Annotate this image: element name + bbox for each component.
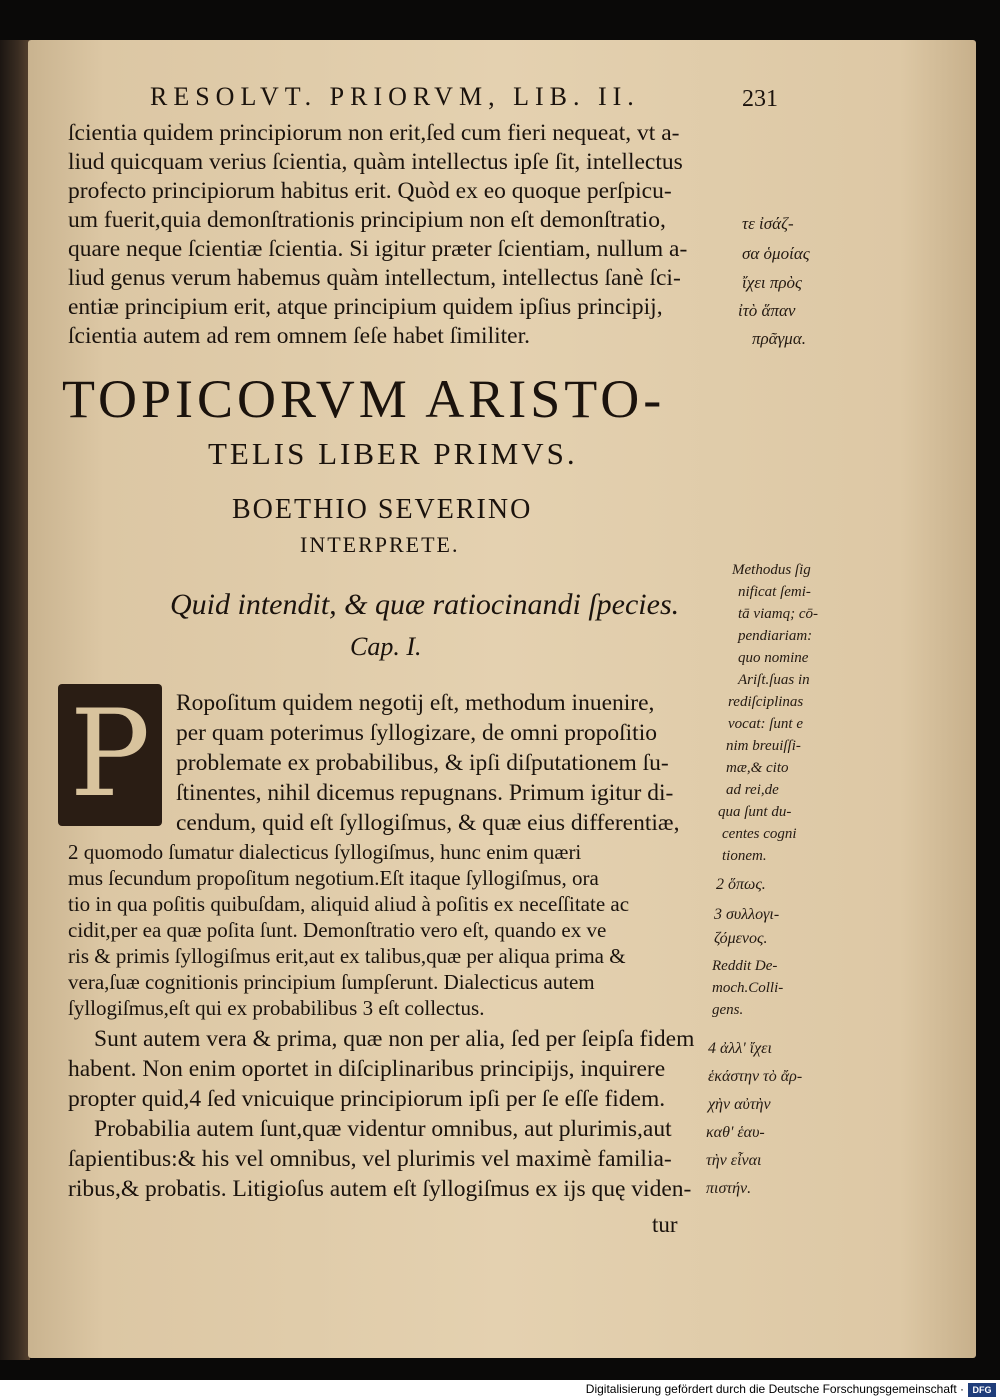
dfg-logo: DFG (968, 1383, 996, 1397)
text-line: entiæ principium erit, atque principium quidem ipſius principij, (68, 294, 663, 320)
margin-note: moch.Colli- (712, 980, 784, 996)
footer-bar (0, 1380, 1000, 1400)
margin-note: nificat ſemi- (738, 584, 811, 600)
margin-note: quo nomine (738, 650, 809, 666)
margin-note: ad rei,de (726, 782, 779, 798)
text-line: ſcientia quidem principiorum non erit,ſed cum fieri nequeat, vt a- (68, 120, 680, 146)
text-line: um fuerit,quia demonſtrationis principium non eſt demonſtratio, (68, 207, 666, 233)
book-spine (0, 40, 30, 1360)
text-line: 2 quomodo ſumatur dialecticus ſyllogiſmus, hunc enim quæri (68, 840, 582, 864)
margin-note: σα ὁμοίας (742, 244, 810, 263)
catchword: tur (652, 1212, 678, 1237)
margin-note: nim breuiſſi- (726, 738, 801, 754)
margin-note: Methodus ſig (732, 562, 811, 578)
text-line: quare neque ſcientiæ ſcientia. Si igitur præter ſcientiam, nullum a- (68, 236, 688, 262)
text-line: ſyllogiſmus,eſt qui ex probabilibus 3 eſt collectus. (68, 996, 485, 1020)
margin-note: τὴν εἶναι (706, 1152, 762, 1169)
text-line: ſtinentes, nihil dicemus repugnans. Primum igitur di- (176, 780, 674, 806)
margin-note: tionem. (722, 848, 767, 864)
margin-note: Ariſt.ſuas in (738, 672, 810, 688)
margin-note: qua ſunt du- (718, 804, 792, 820)
margin-note: tā viamq; cō- (738, 606, 818, 622)
chapter-number: Cap. I. (350, 632, 422, 661)
translator-line: BOETHIO SEVERINO (232, 494, 533, 525)
margin-note: 4 ἀλλ' ἴχει (708, 1040, 772, 1057)
text-line: cidit,per ea quæ poſita ſunt. Demonſtratio vero eſt, quando ex ve (68, 918, 607, 942)
text-line: ribus,& probatis. Litigioſus autem eſt ſyllogiſmus ex ijs quę viden- (68, 1176, 692, 1202)
text-line: problemate ex probabilibus, & ipſi diſputationem ſu- (176, 750, 669, 776)
text-line: vera,ſuæ cognitionis principium ſumpſerunt. Dialecticus autem (68, 970, 595, 994)
text-line: mus ſecundum propoſitum negotium.Eſt itaque ſyllogiſmus, ora (68, 866, 599, 890)
decorated-initial (58, 684, 162, 826)
funding-notice: Digitalisierung gefördert durch die Deutsche Forschungsgemeinschaft · (585, 1382, 964, 1396)
text-line: per quam poterimus ſyllogizare, de omni propoſitio (176, 720, 657, 746)
chapter-heading: Quid intendit, & quæ ratiocinandi ſpecies. (170, 588, 680, 621)
text-line: profecto principiorum habitus erit. Quòd ex eo quoque perſpicu- (68, 178, 672, 204)
text-line: ſapientibus:& his vel omnibus, vel plurimis vel maximè familia- (68, 1146, 672, 1172)
book-title: TOPICORVM ARISTO- (62, 369, 666, 429)
book-subtitle: TELIS LIBER PRIMVS. (208, 436, 578, 471)
text-line: propter quid,4 ſed vnicuique principiorum ipſi per ſe eſſe fidem. (68, 1086, 666, 1112)
margin-note: πιστήν. (706, 1180, 752, 1197)
margin-note: 2 ὅπως. (716, 876, 766, 893)
text-line: ſcientia autem ad rem omnem ſeſe habet ſimiliter. (68, 323, 531, 349)
margin-note: pendiariam: (738, 628, 813, 644)
margin-note: πρᾶγμα. (752, 329, 807, 348)
text-line: liud quicquam verius ſcientia, quàm intellectus ipſe ſit, intellectus (68, 149, 683, 175)
folio-number: 231 (742, 86, 778, 112)
translator-role: INTERPRETE. (300, 532, 460, 557)
margin-note: χὴν αὐτὴν (708, 1096, 771, 1113)
margin-note: τε ἰσάζ- (742, 214, 794, 233)
text-line: ris & primis ſyllogiſmus erit,aut ex talibus,quæ per aliqua prima & (68, 944, 626, 968)
margin-note: mæ,& cito (726, 760, 789, 776)
text-line: Probabilia autem ſunt,quæ videntur omnibus, aut plurimis,aut (94, 1116, 672, 1142)
margin-note: ἑκάστην τὸ ἄρ- (708, 1068, 803, 1085)
text-line: Ropoſitum quidem negotij eſt, methodum inuenire, (176, 690, 655, 716)
margin-note: ἰτὸ ἅπαν (738, 301, 796, 320)
margin-note: gens. (712, 1002, 744, 1018)
text-line: liud genus verum habemus quàm intellectum, intellectus ſanè ſci- (68, 265, 681, 291)
margin-note: vocat: ſunt e (728, 716, 803, 732)
margin-note: ζόμενος. (714, 930, 768, 947)
margin-note: 3 συλλογι- (714, 906, 780, 923)
running-title: RESOLVT. PRIORVM, LIB. II. (150, 82, 640, 111)
text-line: cendum, quid eſt ſyllogiſmus, & quæ eius differentiæ, (176, 810, 680, 836)
margin-note: centes cogni (722, 826, 797, 842)
margin-note: ἴχει πρὸς (742, 273, 802, 292)
initial-letter: P (69, 685, 151, 824)
text-line: Sunt autem vera & prima, quæ non per alia, ſed per ſeipſa fidem (94, 1026, 695, 1052)
text-line: tio in qua poſitis quibuſdam, aliquid aliud à poſitis ex neceſſitate ac (68, 892, 630, 916)
margin-note: rediſciplinas (728, 694, 804, 710)
text-line: habent. Non enim oportet in diſciplinaribus principijs, inquirere (68, 1056, 666, 1082)
margin-note: καθ' ἑαυ- (706, 1124, 765, 1141)
margin-note: Reddit De- (712, 958, 778, 974)
